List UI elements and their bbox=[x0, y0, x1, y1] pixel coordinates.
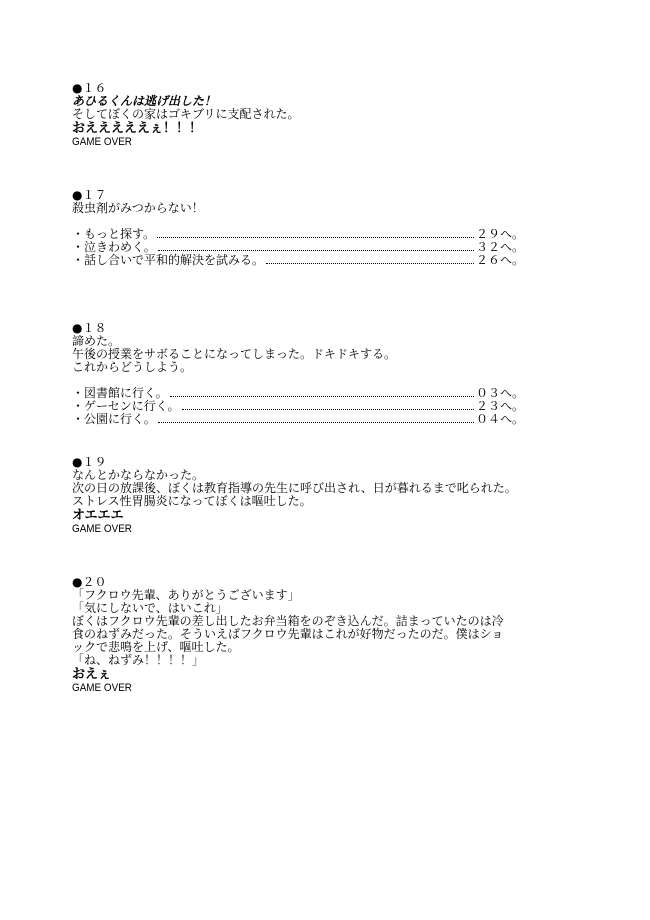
section-heading: ●１７ bbox=[72, 188, 107, 202]
dot-leader bbox=[266, 262, 474, 264]
section-17 bbox=[72, 189, 592, 267]
section-20 bbox=[72, 576, 592, 695]
story-line: ぼくはフクロウ先輩の差し出したお弁当箱をのぞき込んだ。詰まっていたのは冷 bbox=[72, 614, 504, 628]
story-line: なんとかならなかった。 bbox=[72, 468, 205, 482]
choice-text: ・ゲーセンに行く。 bbox=[72, 399, 180, 413]
choice-text: ・泣きわめく。 bbox=[72, 240, 156, 254]
choice-text: ・話し合いで平和的解決を試みる。 bbox=[72, 253, 265, 267]
choice-target: ０４へ。 bbox=[475, 412, 524, 426]
story-line: 殺虫剤がみつからない！ bbox=[72, 201, 204, 215]
dot-leader bbox=[158, 249, 474, 251]
choice-target: ０３へ。 bbox=[475, 386, 524, 400]
section-heading: ●１６ bbox=[72, 81, 107, 95]
choice-text: ・もっと探す。 bbox=[72, 227, 156, 241]
dot-leader bbox=[170, 395, 474, 397]
story-line: 次の日の放課後、ぼくは教育指導の先生に呼び出され、日が暮れるまで叱られた。 bbox=[72, 481, 517, 495]
game-over-label: GAME OVER bbox=[72, 682, 132, 694]
section-18 bbox=[72, 322, 592, 426]
dot-leader bbox=[158, 421, 474, 423]
story-line: 午後の授業をサボることになってしまった。ドキドキする。 bbox=[72, 347, 397, 361]
choice-option[interactable] bbox=[72, 413, 524, 426]
choice-target: ２３へ。 bbox=[475, 399, 524, 413]
story-line: これからどうしよう。 bbox=[72, 360, 193, 374]
story-line: ストレス性胃腸炎になってぼくは嘔吐した。 bbox=[72, 494, 312, 508]
choice-target: ２９へ。 bbox=[475, 227, 524, 241]
exclamation-text: おえええええぇ！！！ bbox=[72, 121, 203, 136]
choice-target: ３２へ。 bbox=[475, 240, 524, 254]
exclamation-text: オエエエ bbox=[72, 508, 124, 523]
story-line: 食のねずみだった。そういえばフクロウ先輩はこれが好物だったのだ。僕はショ bbox=[72, 627, 504, 641]
story-line: 諦めた。 bbox=[72, 334, 121, 348]
exclamation-text: おえぇ bbox=[72, 667, 112, 682]
section-heading: ●２０ bbox=[72, 575, 107, 589]
story-line: そしてぼくの家はゴキブリに支配された。 bbox=[72, 107, 300, 121]
dot-leader bbox=[157, 236, 474, 238]
dot-leader bbox=[182, 408, 474, 410]
section-heading: ●１９ bbox=[72, 455, 107, 469]
story-line: ックで悲鳴を上げ、嘔吐した。 bbox=[72, 640, 240, 654]
story-line: 「フクロウ先輩、ありがとうございます」 bbox=[72, 588, 300, 602]
choice-text: ・図書館に行く。 bbox=[72, 386, 168, 400]
section-heading: ●１８ bbox=[72, 321, 107, 335]
choice-option[interactable] bbox=[72, 254, 524, 267]
section-16 bbox=[72, 82, 592, 149]
choice-text: ・公園に行く。 bbox=[72, 412, 156, 426]
section-19 bbox=[72, 456, 592, 536]
choice-target: ２６へ。 bbox=[475, 253, 524, 267]
game-over-label: GAME OVER bbox=[72, 136, 132, 148]
story-line: 「気にしないで、はいこれ」 bbox=[72, 601, 228, 615]
story-line: 「ね、ねずみ！！！！」 bbox=[72, 653, 205, 667]
game-over-label: GAME OVER bbox=[72, 523, 132, 535]
story-line: あひるくんは逃げ出した！ bbox=[72, 94, 217, 108]
